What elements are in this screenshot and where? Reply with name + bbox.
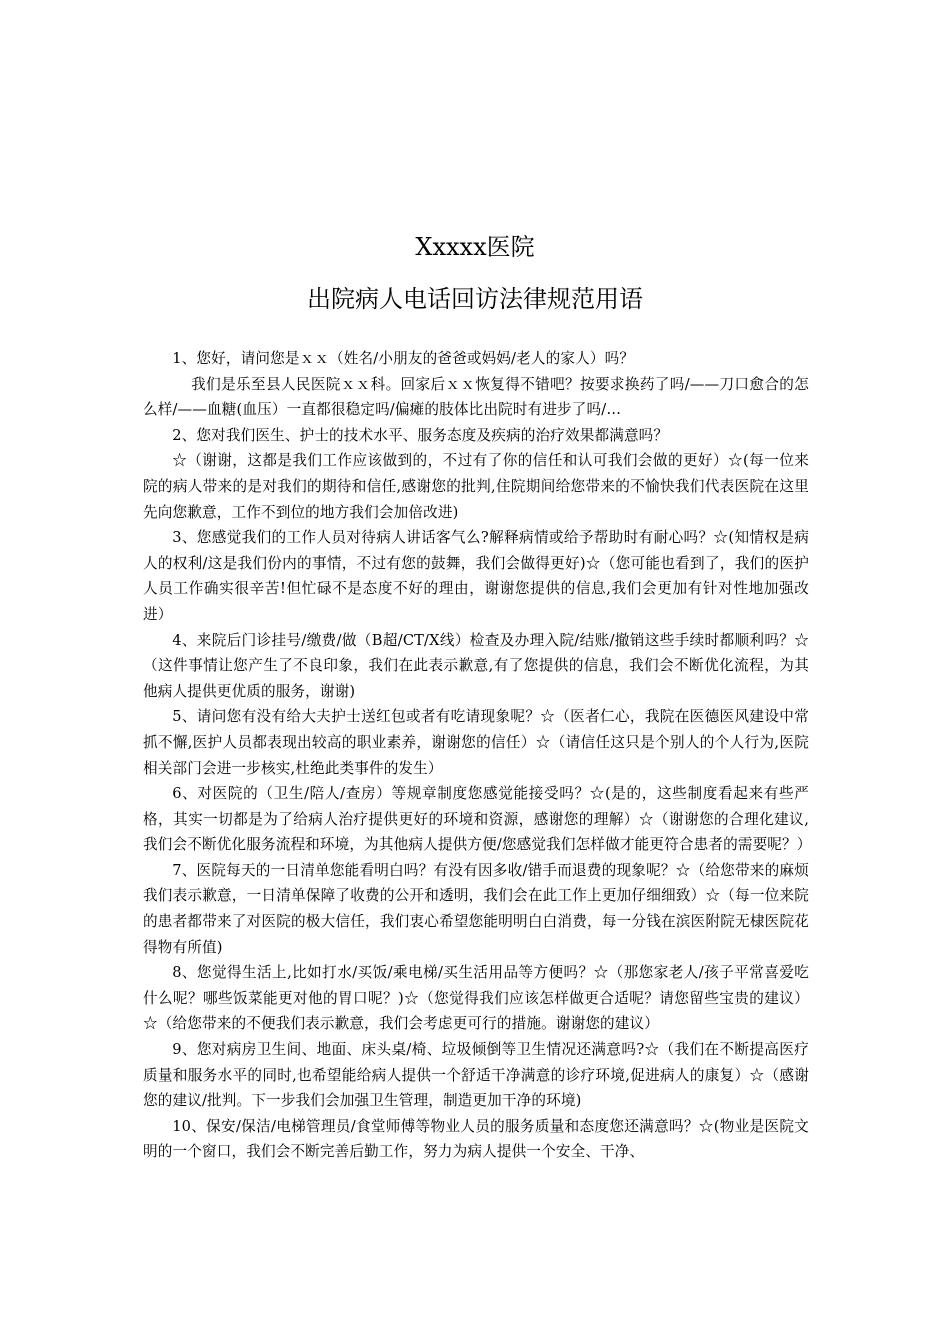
paragraph-8: 8、您觉得生活上,比如打水/买饭/乘电梯/买生活用品等方便吗？☆（那您家老人/孩子平常喜爱吃什么呢？哪些饭菜能更对他的胃口呢？)☆（您觉得我们应该怎样做更合适呢？请您留些宝贵的建议）☆（给您带来的不便我们表示歉意，我们会考虑更可行的措施。谢谢您的建议） [143,964,809,1033]
paragraph-4: 4、来院后门诊挂号/缴费/做（B超/CT/X线）检查及办理入院/结账/撤销这些手续时都顺利吗？☆（这件事情让您产生了不良印象，我们在此表示歉意,有了您提供的信息，我们会不断优化流程，为其他病人提供更优质的服务，谢谢) [143,631,809,700]
paragraph-6: 6、对医院的（卫生/陪人/查房）等规章制度您感觉能接受吗？☆(是的，这些制度看起来有些严格，其实一切都是为了给病人治疗提供更好的环境和资源，感谢您的理解）☆（谢谢您的合理化建议,我们会不断优化服务流程和环境，为其他病人提供方便/您感觉我们怎样做才能更符合患者的需要呢？） [143,785,812,854]
paragraph-2-responses: ☆（谢谢，这都是我们工作应该做到的，不过有了你的信任和认可我们会做的更好）☆(每一位来院的病人带来的是对我们的期待和信任,感谢您的批判,住院期间给您带来的不愉快我们代表医院在这里先向您歉意，工作不到位的地方我们会加倍改进) [143,452,809,521]
paragraph-7: 7、医院每天的一日清单您能看明白吗？有没有因多收/错手而退费的现象呢？☆（给您带来的麻烦我们表示歉意，一日清单保障了收费的公开和透明，我们会在此工作上更加仔细细致）☆（每一位来院的患者都带来了对医院的极大信任，我们衷心希望您能明明白白消费，每一分钱在滨医附院无棣医院花得物有所值) [143,861,809,956]
paragraph-5: 5、请问您有没有给大夫护士送红包或者有吃请现象呢？☆（医者仁心，我院在医德医风建设中常抓不懈,医护人员都表现出较高的职业素养，谢谢您的信任）☆（请信任这只是个别人的个人行为,医院相关部门会进一步核实,杜绝此类事件的发生） [143,708,809,777]
document-title-subject: 出院病人电话回访法律规范用语 [307,285,643,313]
paragraph-1: 1、您好，请问您是ｘｘ（姓名/小朋友的爸爸或妈妈/老人的家人）吗？ [172,350,635,367]
document-title-hospital: Xxxxx医院 [415,233,535,261]
paragraph-1-continued: 我们是乐至县人民医院ｘｘ科。回家后ｘｘ恢复得不错吧？按要求换药了吗/——刀口愈合的怎么样/——血糖(血压）一直都很稳定吗/偏瘫的肢体比出院时有进步了吗/… [143,375,809,419]
paragraph-10: 10、保安/保洁/电梯管理员/食堂师傅等物业人员的服务质量和态度您还满意吗？☆(物业是医院文明的一个窗口，我们会不断完善后勤工作，努力为病人提供一个安全、干净、 [143,1117,809,1161]
paragraph-9: 9、您对病房卫生间、地面、床头桌/椅、垃圾倾倒等卫生情况还满意吗?☆（我们在不断提高医疗质量和服务水平的同时,也希望能给病人提供一个舒适干净满意的诊疗环境,促进病人的康复）☆（感谢您的建议/批判。下一步我们会加强卫生管理，制造更加干净的环境) [143,1041,809,1110]
paragraph-2: 2、您对我们医生、护士的技术水平、服务态度及疾病的治疗效果都满意吗？ [172,426,669,444]
paragraph-3: 3、您感觉我们的工作人员对待病人讲话客气么?解释病情或给予帮助时有耐心吗？☆(知情权是病人的权利/这是我们份内的事情，不过有您的鼓舞，我们会做得更好)☆（您可能也看到了，我们的医护人员工作确实很辛苦!但忙碌不是态度不好的理由，谢谢您提供的信息,我们会更加有针对性地加强改进） [143,529,809,623]
document-body [143,346,812,1165]
